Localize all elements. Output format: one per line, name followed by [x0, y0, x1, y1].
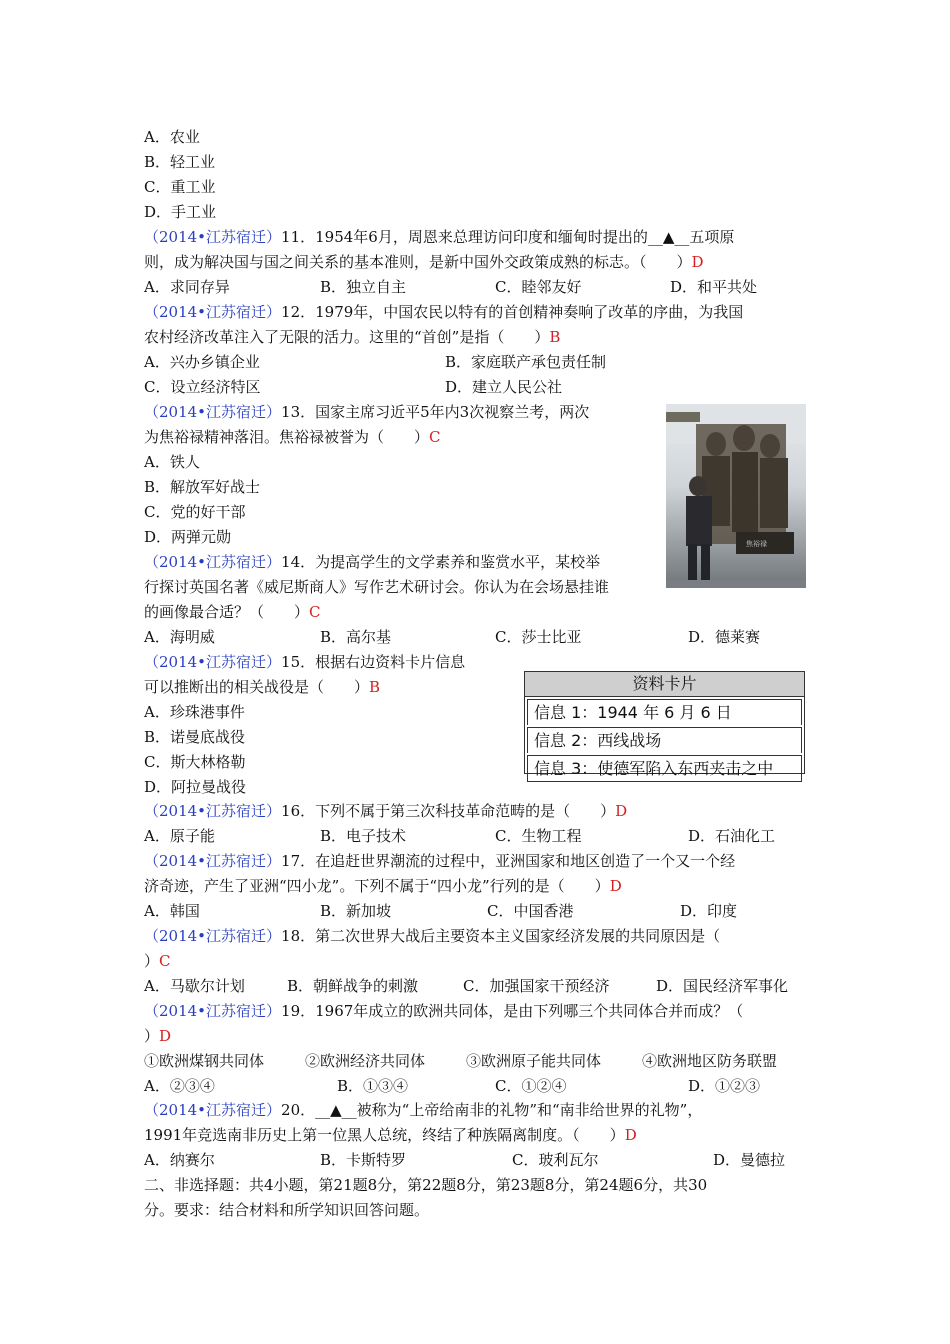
q12-answer: B — [549, 328, 561, 346]
q20-option-b: B．卡斯特罗 — [320, 1151, 407, 1169]
q19-item-3: ③欧洲原子能共同体 — [466, 1052, 602, 1070]
q14-option-b: B．高尔基 — [320, 628, 392, 646]
info-card-row-1: 信息 1：1944 年 6 月 6 日 — [527, 699, 802, 725]
q10-option-b: B．轻工业 — [144, 153, 216, 171]
info-card-row-3: 信息 3：使德军陷入东西夹击之中 — [527, 755, 802, 782]
q11-stem-line1: （2014•江苏宿迁）11．1954年6月，周恩来总理访问印度和缅甸时提出的__▲__五项原 — [144, 228, 735, 246]
q11-option-c: C．睦邻友好 — [495, 278, 582, 296]
q17-option-b: B．新加坡 — [320, 902, 392, 920]
q18-option-b: B．朝鲜战争的刺激 — [287, 977, 419, 995]
q13-answer: C — [429, 428, 441, 446]
q20-option-a: A．纳赛尔 — [144, 1151, 215, 1169]
q11-stem-line2: 则，成为解决国与国之间关系的基本准则，是新中国外交政策成熟的标志。（ ）D — [144, 253, 704, 271]
q15-option-a: A．珍珠港事件 — [144, 703, 245, 721]
q12-option-d: D．建立人民公社 — [445, 378, 563, 396]
q13-stem-line1: （2014•江苏宿迁）13．国家主席习近平5年内3次视察兰考，两次 — [144, 403, 590, 421]
info-card-title: 资料卡片 — [525, 672, 804, 697]
q14-answer: C — [309, 603, 321, 621]
q19-stem-line2: ）D — [144, 1027, 172, 1045]
q19-stem-line1: （2014•江苏宿迁）19．1967年成立的欧洲共同体，是由下列哪三个共同体合并而成？（ — [144, 1002, 744, 1020]
q17-stem-line2: 济奇迹，产生了亚洲“四小龙”。下列不属于“四小龙”行列的是（ ）D — [144, 877, 622, 895]
section2-heading-line1: 二、非选择题：共4小题，第21题8分，第22题8分，第23题8分，第24题6分，共30 — [144, 1176, 708, 1194]
q19-item-4: ④欧洲地区防务联盟 — [642, 1052, 778, 1070]
q18-option-a: A．马歇尔计划 — [144, 977, 245, 995]
statue-plaque-text: 焦裕禄 — [746, 540, 767, 548]
q19-option-c: C．①②④ — [495, 1077, 567, 1095]
q16-option-c: C．生物工程 — [495, 827, 582, 845]
q11-source: （2014•江苏宿迁） — [144, 228, 282, 246]
statue-photo-illustration — [666, 404, 806, 588]
q17-source: （2014•江苏宿迁） — [144, 852, 282, 870]
info-card — [524, 671, 805, 778]
q12-option-a: A．兴办乡镇企业 — [144, 353, 260, 371]
q19-item-1: ①欧洲煤钢共同体 — [144, 1052, 265, 1070]
q18-stem-line1: （2014•江苏宿迁）18．第二次世界大战后主要资本主义国家经济发展的共同原因是（ — [144, 927, 721, 945]
q19-answer: D — [159, 1027, 172, 1045]
q17-option-a: A．韩国 — [144, 902, 200, 920]
q12-stem-line1: （2014•江苏宿迁）12．1979年，中国农民以特有的首创精神奏响了改革的序曲，为我国 — [144, 303, 744, 321]
q10-option-a: A．农业 — [144, 128, 200, 146]
q19-option-a: A．②③④ — [144, 1077, 215, 1095]
q12-option-c: C．设立经济特区 — [144, 378, 261, 396]
q16-answer: D — [615, 802, 628, 820]
q15-stem-line1: （2014•江苏宿迁）15．根据右边资料卡片信息 — [144, 653, 466, 671]
q19-option-b: B．①③④ — [337, 1077, 409, 1095]
q17-option-d: D．印度 — [680, 902, 738, 920]
q18-source: （2014•江苏宿迁） — [144, 927, 282, 945]
q20-option-c: C．玻利瓦尔 — [512, 1151, 599, 1169]
q13-option-c: C．党的好干部 — [144, 503, 246, 521]
q19-option-d: D．①②③ — [688, 1077, 761, 1095]
q19-source: （2014•江苏宿迁） — [144, 1002, 282, 1020]
q13-stem-line2: 为焦裕禄精神落泪。焦裕禄被誉为（ ）C — [144, 428, 441, 446]
q20-stem-line2: 1991年竞选南非历史上第一位黑人总统，终结了种族隔离制度。（ ）D — [144, 1126, 637, 1144]
info-card-row-2: 信息 2：西线战场 — [527, 727, 802, 753]
q11-option-d: D．和平共处 — [670, 278, 758, 296]
q14-stem-line2: 行探讨英国名著《威尼斯商人》写作艺术研讨会。你认为在会场悬挂谁 — [144, 578, 610, 596]
q12-source: （2014•江苏宿迁） — [144, 303, 282, 321]
q15-answer: B — [369, 678, 381, 696]
q18-stem-line2: ）C — [144, 952, 171, 970]
q12-option-b: B．家庭联产承包责任制 — [445, 353, 607, 371]
q14-option-a: A．海明威 — [144, 628, 215, 646]
q13-option-a: A．铁人 — [144, 453, 200, 471]
q17-answer: D — [609, 877, 622, 895]
q14-option-d: D．德莱赛 — [688, 628, 761, 646]
q12-stem-line2: 农村经济改革注入了无限的活力。这里的“首创”是指（ ）B — [144, 328, 561, 346]
q13-source: （2014•江苏宿迁） — [144, 403, 282, 421]
q20-answer: D — [624, 1126, 637, 1144]
jiao-yulu-statue-photo — [666, 404, 806, 588]
q20-stem-line1: （2014•江苏宿迁）20．__▲__被称为“上帝给南非的礼物”和“南非给世界的礼物”， — [144, 1101, 703, 1119]
q17-stem-line1: （2014•江苏宿迁）17．在追赶世界潮流的过程中，亚洲国家和地区创造了一个又一个经 — [144, 852, 736, 870]
q14-option-c: C．莎士比亚 — [495, 628, 582, 646]
q16-stem-line1: （2014•江苏宿迁）16．下列不属于第三次科技革命范畴的是（ ）D — [144, 802, 628, 820]
q19-item-2: ②欧洲经济共同体 — [305, 1052, 426, 1070]
q13-option-d: D．两弹元勋 — [144, 528, 232, 546]
q15-option-c: C．斯大林格勒 — [144, 753, 246, 771]
q10-option-d: D．手工业 — [144, 203, 217, 221]
q16-option-d: D．石油化工 — [688, 827, 776, 845]
q14-stem-line1: （2014•江苏宿迁）14．为提高学生的文学素养和鉴赏水平，某校举 — [144, 553, 601, 571]
q16-option-a: A．原子能 — [144, 827, 215, 845]
q16-option-b: B．电子技术 — [320, 827, 407, 845]
q20-option-d: D．曼德拉 — [713, 1151, 786, 1169]
q14-stem-line3: 的画像最合适？（ ）C — [144, 603, 321, 621]
q11-answer: D — [691, 253, 704, 271]
q15-source: （2014•江苏宿迁） — [144, 653, 282, 671]
q13-option-b: B．解放军好战士 — [144, 478, 261, 496]
q18-option-d: D．国民经济军事化 — [656, 977, 789, 995]
section2-heading-line2: 分。要求：结合材料和所学知识回答问题。 — [144, 1201, 430, 1219]
q11-option-a: A．求同存异 — [144, 278, 230, 296]
q11-option-b: B．独立自主 — [320, 278, 407, 296]
q10-option-c: C．重工业 — [144, 178, 216, 196]
q15-stem-line2: 可以推断出的相关战役是（ ）B — [144, 678, 381, 696]
q14-source: （2014•江苏宿迁） — [144, 553, 282, 571]
q18-answer: C — [159, 952, 171, 970]
q20-source: （2014•江苏宿迁） — [144, 1101, 282, 1119]
q18-option-c: C．加强国家干预经济 — [463, 977, 610, 995]
q17-option-c: C．中国香港 — [487, 902, 574, 920]
q16-source: （2014•江苏宿迁） — [144, 802, 282, 820]
q15-option-d: D．阿拉曼战役 — [144, 778, 247, 796]
q15-option-b: B．诺曼底战役 — [144, 728, 246, 746]
